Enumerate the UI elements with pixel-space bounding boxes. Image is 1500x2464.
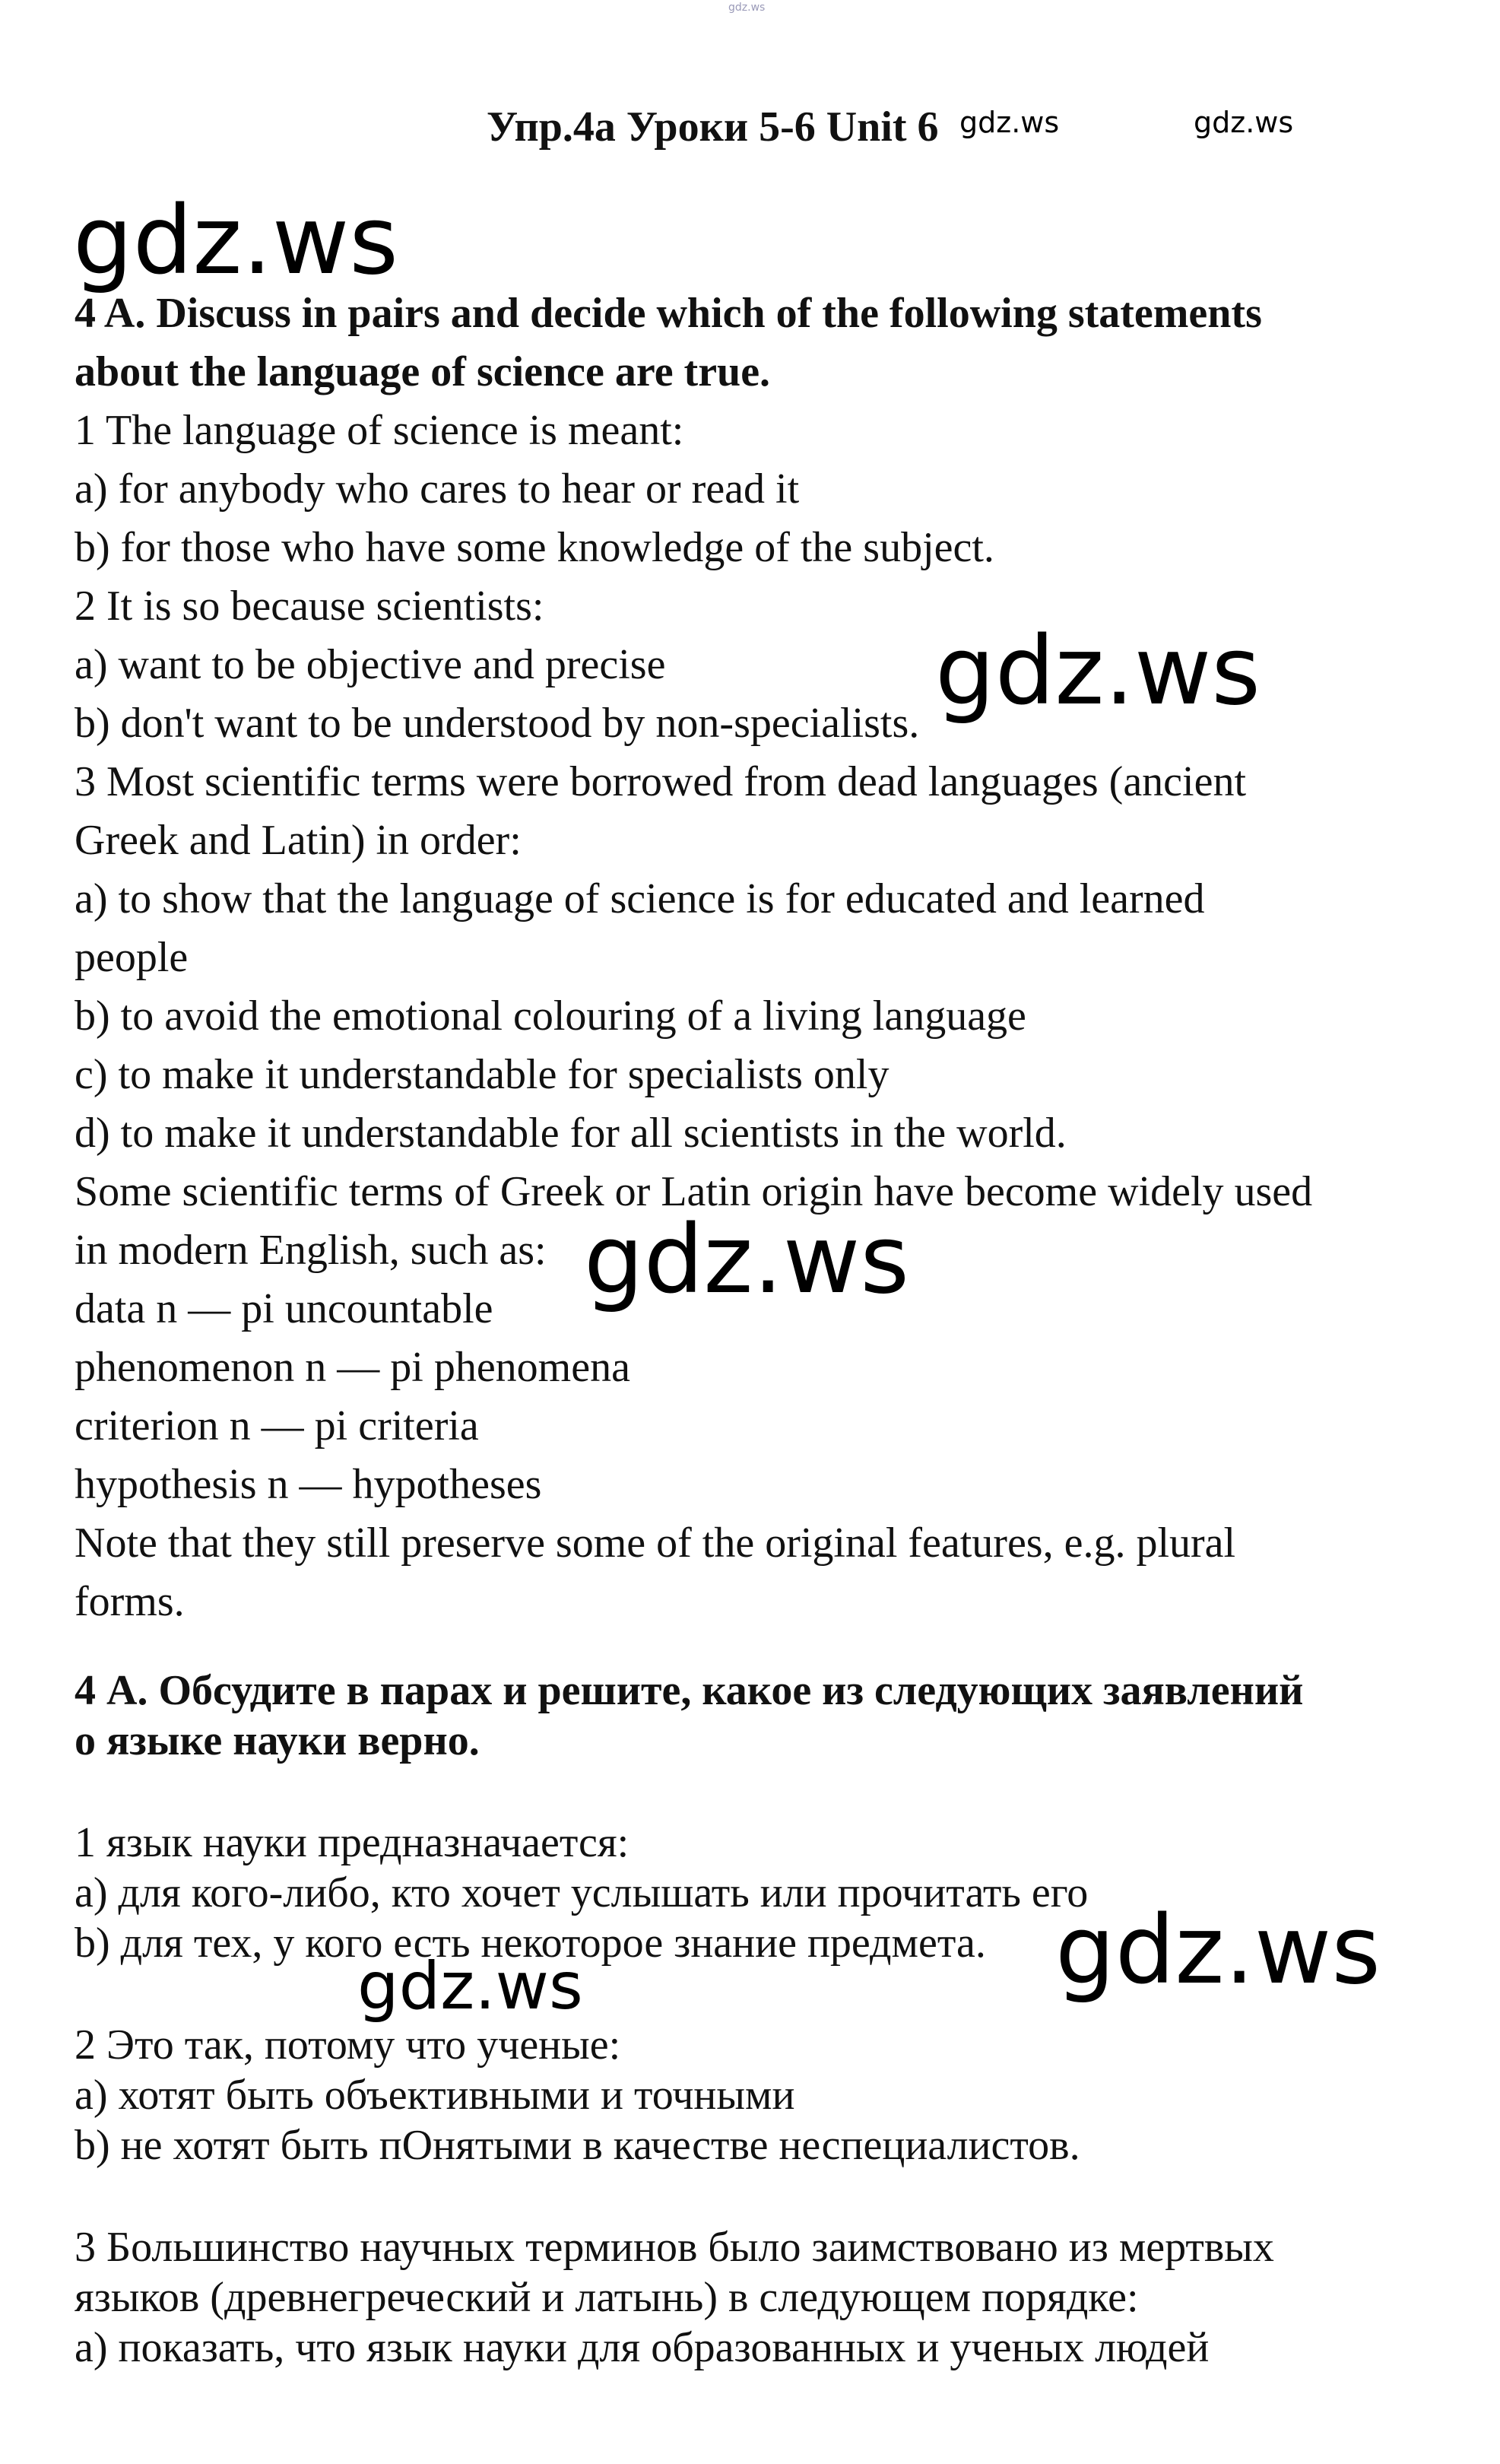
english-line: hypothesis n — hypotheses [75, 1461, 542, 1508]
watermark-large-3: gdz.ws [584, 1205, 909, 1315]
page-title: Упр.4а Уроки 5-6 Unit 6 [487, 103, 939, 151]
english-line: a) to show that the language of science is for educated and learned [75, 875, 1205, 922]
english-line: a) for anybody who cares to hear or read it [75, 465, 800, 513]
watermark-title-2: gdz.ws [1194, 106, 1294, 139]
english-line: b) for those who have some knowledge of the subject. [75, 524, 994, 571]
watermark-large-1: gdz.ws [73, 186, 398, 296]
english-line: d) to make it understandable for all scientists in the world. [75, 1110, 1067, 1157]
english-line: Note that they still preserve some of the original features, e.g. plural [75, 1519, 1236, 1567]
russian-line: 3 Большинство научных терминов было заимствовано из мертвых [75, 2224, 1274, 2271]
english-line: b) to avoid the emotional colouring of a living language [75, 992, 1026, 1040]
russian-heading-line-2: о языке науки верно. [75, 1717, 480, 1764]
english-line: Some scientific terms of Greek or Latin origin have become widely used [75, 1168, 1313, 1215]
english-heading-line-1: 4 A. Discuss in pairs and decide which of the following statements [75, 290, 1262, 337]
english-line: Greek and Latin) in order: [75, 817, 522, 864]
english-line: forms. [75, 1578, 185, 1625]
russian-line: 2 Это так, потому что ученые: [75, 2021, 621, 2069]
russian-line: a) показать, что язык науки для образованных и ученых людей [75, 2324, 1210, 2371]
russian-line: языков (древнегреческий и латынь) в следующем порядке: [75, 2274, 1139, 2321]
watermark-large-2: gdz.ws [935, 617, 1261, 726]
english-line: in modern English, such as: [75, 1227, 547, 1274]
english-line: data n — pi uncountable [75, 1285, 493, 1332]
russian-heading-line-1: 4 А. Обсудите в парах и решите, какое из следующих заявлений [75, 1667, 1304, 1714]
english-line: c) to make it understandable for specialists only [75, 1051, 890, 1098]
english-line: phenomenon n — pi phenomena [75, 1344, 630, 1391]
english-line: criterion n — pi criteria [75, 1402, 479, 1450]
english-line: a) want to be objective and precise [75, 641, 666, 688]
english-line: people [75, 934, 189, 981]
russian-line: a) хотят быть объективными и точными [75, 2072, 795, 2119]
english-heading-line-2: about the language of science are true. [75, 348, 771, 395]
russian-line: a) для кого-либо, кто хочет услышать или прочитать его [75, 1869, 1089, 1916]
russian-line: 1 язык науки предназначается: [75, 1819, 629, 1866]
english-line: 2 It is so because scientists: [75, 583, 544, 630]
russian-line: b) для тех, у кого есть некоторое знание предмета. [75, 1919, 986, 1967]
english-line: 3 Most scientific terms were borrowed from dead languages (ancient [75, 758, 1247, 805]
watermark-large-4: gdz.ws [1055, 1896, 1381, 2005]
english-line: 1 The language of science is meant: [75, 407, 684, 454]
english-line: b) don't want to be understood by non-specialists. [75, 700, 920, 747]
top-watermark: gdz.ws [728, 2, 766, 14]
russian-line: b) не хотят быть пОнятыми в качестве неспециалистов. [75, 2122, 1080, 2169]
watermark-medium: gdz.ws [357, 1948, 583, 2024]
watermark-title-1: gdz.ws [959, 106, 1060, 139]
